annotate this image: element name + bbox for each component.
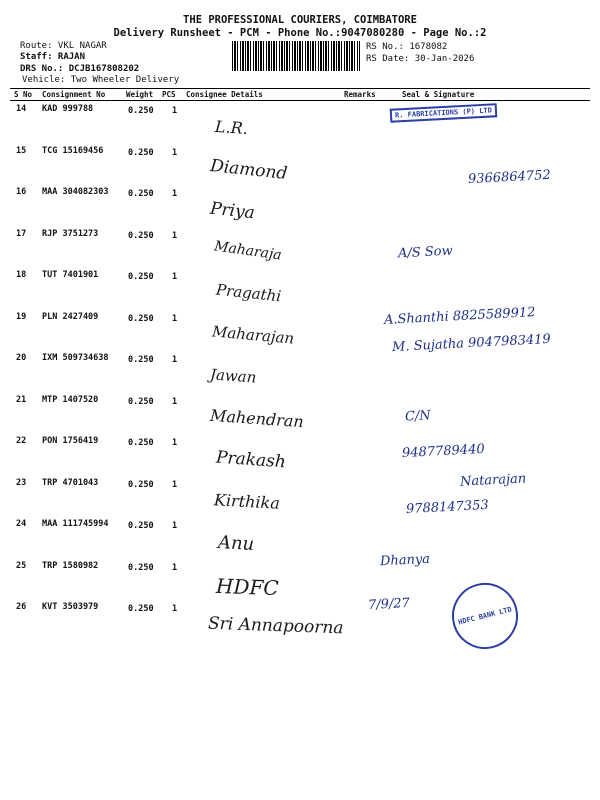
weight-cell: 0.250 bbox=[128, 438, 154, 448]
sno-cell: 24 bbox=[16, 519, 27, 529]
sno-cell: 18 bbox=[16, 270, 27, 280]
pcs-cell: 1 bbox=[172, 148, 178, 158]
col-seal-signature: Seal & Signature bbox=[402, 90, 475, 99]
col-consignment: Consignment No bbox=[42, 90, 106, 99]
pcs-cell: 1 bbox=[172, 480, 178, 490]
pcs-cell: 1 bbox=[172, 563, 178, 573]
weight-cell: 0.250 bbox=[128, 480, 154, 490]
consignment-cell: MAA 111745994 bbox=[42, 519, 109, 529]
consignment-cell: KVT 3503979 bbox=[42, 602, 99, 612]
weight-cell: 0.250 bbox=[128, 189, 154, 199]
sno-cell: 17 bbox=[16, 229, 27, 239]
remark-handwriting: M. Sujatha 9047983419 bbox=[391, 331, 552, 356]
consignment-cell: TUT 7401901 bbox=[42, 270, 99, 280]
consignee-handwriting: Pragathi bbox=[215, 280, 283, 306]
rs-number: RS No.: 1678082 bbox=[366, 42, 448, 52]
consignee-handwriting: Sri Annapoorna bbox=[207, 613, 344, 639]
consignment-cell: MTP 1407520 bbox=[42, 395, 99, 405]
remark-handwriting: Natarajan bbox=[459, 471, 527, 490]
remark-handwriting: 9788147353 bbox=[405, 497, 490, 518]
staff-text: Staff: RAJAN bbox=[20, 52, 86, 62]
pcs-cell: 1 bbox=[172, 438, 178, 448]
weight-cell: 0.250 bbox=[128, 272, 154, 282]
company-title: THE PROFESSIONAL COURIERS, COIMBATORE bbox=[183, 14, 417, 26]
drs-number: DRS No.: DCJB167808202 bbox=[20, 64, 140, 74]
col-consignee: Consignee Details bbox=[186, 90, 263, 99]
consignee-handwriting: Maharajan bbox=[211, 322, 295, 348]
consignee-handwriting: L.R. bbox=[214, 116, 249, 139]
sno-cell: 20 bbox=[16, 353, 27, 363]
weight-cell: 0.250 bbox=[128, 314, 154, 324]
consignment-cell: IXM 509734638 bbox=[42, 353, 109, 363]
sno-cell: 21 bbox=[16, 395, 27, 405]
pcs-cell: 1 bbox=[172, 355, 178, 365]
consignment-cell: TRP 4701043 bbox=[42, 478, 99, 488]
pcs-cell: 1 bbox=[172, 604, 178, 614]
remark-handwriting: C/N bbox=[404, 408, 432, 425]
consignee-handwriting: HDFC bbox=[215, 573, 280, 601]
pcs-cell: 1 bbox=[172, 397, 178, 407]
weight-cell: 0.250 bbox=[128, 397, 154, 407]
weight-cell: 0.250 bbox=[128, 231, 154, 241]
header-rule-bottom bbox=[10, 100, 590, 101]
company-seal-stamp: R. FABRICATIONS (P) LTD bbox=[390, 103, 498, 123]
header-rule-top bbox=[10, 88, 590, 89]
consignment-cell: PON 1756419 bbox=[42, 436, 99, 446]
sno-cell: 15 bbox=[16, 146, 27, 156]
col-remarks: Remarks bbox=[344, 90, 376, 99]
consignee-handwriting: Diamond bbox=[209, 156, 289, 184]
remark-handwriting: 7/9/27 bbox=[367, 595, 411, 614]
consignment-cell: PLN 2427409 bbox=[42, 312, 99, 322]
consignee-handwriting: Priya bbox=[209, 198, 256, 224]
weight-cell: 0.250 bbox=[128, 604, 154, 614]
barcode bbox=[232, 41, 360, 71]
sno-cell: 22 bbox=[16, 436, 27, 446]
consignee-handwriting: Prakash bbox=[215, 447, 287, 473]
consignee-handwriting: Mahendran bbox=[209, 405, 305, 432]
col-weight: Weight bbox=[126, 90, 154, 99]
pcs-cell: 1 bbox=[172, 314, 178, 324]
pcs-cell: 1 bbox=[172, 272, 178, 282]
consignee-handwriting: Maharaja bbox=[213, 238, 283, 264]
consignee-handwriting: Jawan bbox=[209, 365, 257, 387]
weight-cell: 0.250 bbox=[128, 355, 154, 365]
pcs-cell: 1 bbox=[172, 521, 178, 531]
consignee-handwriting: Kirthika bbox=[213, 490, 281, 513]
sno-cell: 14 bbox=[16, 104, 27, 114]
remark-handwriting: 9366864752 bbox=[467, 167, 552, 188]
bank-seal-stamp: HDFC BANK LTD bbox=[445, 576, 525, 656]
consignment-cell: TRP 1580982 bbox=[42, 561, 99, 571]
remark-handwriting: A.Shanthi 8825589912 bbox=[383, 305, 536, 328]
consignment-cell: MAA 304082303 bbox=[42, 187, 109, 197]
weight-cell: 0.250 bbox=[128, 106, 154, 116]
route-text: Route: VKL NAGAR bbox=[20, 41, 107, 51]
sno-cell: 25 bbox=[16, 561, 27, 571]
col-pcs: PCS bbox=[162, 90, 176, 99]
sno-cell: 26 bbox=[16, 602, 27, 612]
consignee-handwriting: Anu bbox=[217, 532, 255, 555]
sno-cell: 19 bbox=[16, 312, 27, 322]
pcs-cell: 1 bbox=[172, 106, 178, 116]
remark-handwriting: A/S Sow bbox=[397, 243, 454, 262]
consignment-cell: TCG 15169456 bbox=[42, 146, 104, 156]
runsheet-subtitle: Delivery Runsheet - PCM - Phone No.:9047080280 - Page No.:2 bbox=[113, 27, 487, 39]
remark-handwriting: Dhanya bbox=[379, 551, 431, 570]
vehicle-text: Vehicle: Two Wheeler Delivery bbox=[22, 75, 180, 85]
weight-cell: 0.250 bbox=[128, 148, 154, 158]
pcs-cell: 1 bbox=[172, 231, 178, 241]
consignment-cell: KAD 999788 bbox=[42, 104, 94, 114]
sno-cell: 23 bbox=[16, 478, 27, 488]
weight-cell: 0.250 bbox=[128, 563, 154, 573]
remark-handwriting: 9487789440 bbox=[401, 441, 486, 462]
rs-date: RS Date: 30-Jan-2026 bbox=[366, 54, 475, 64]
sno-cell: 16 bbox=[16, 187, 27, 197]
weight-cell: 0.250 bbox=[128, 521, 154, 531]
col-sno: S No bbox=[14, 90, 33, 99]
consignment-cell: RJP 3751273 bbox=[42, 229, 99, 239]
pcs-cell: 1 bbox=[172, 189, 178, 199]
